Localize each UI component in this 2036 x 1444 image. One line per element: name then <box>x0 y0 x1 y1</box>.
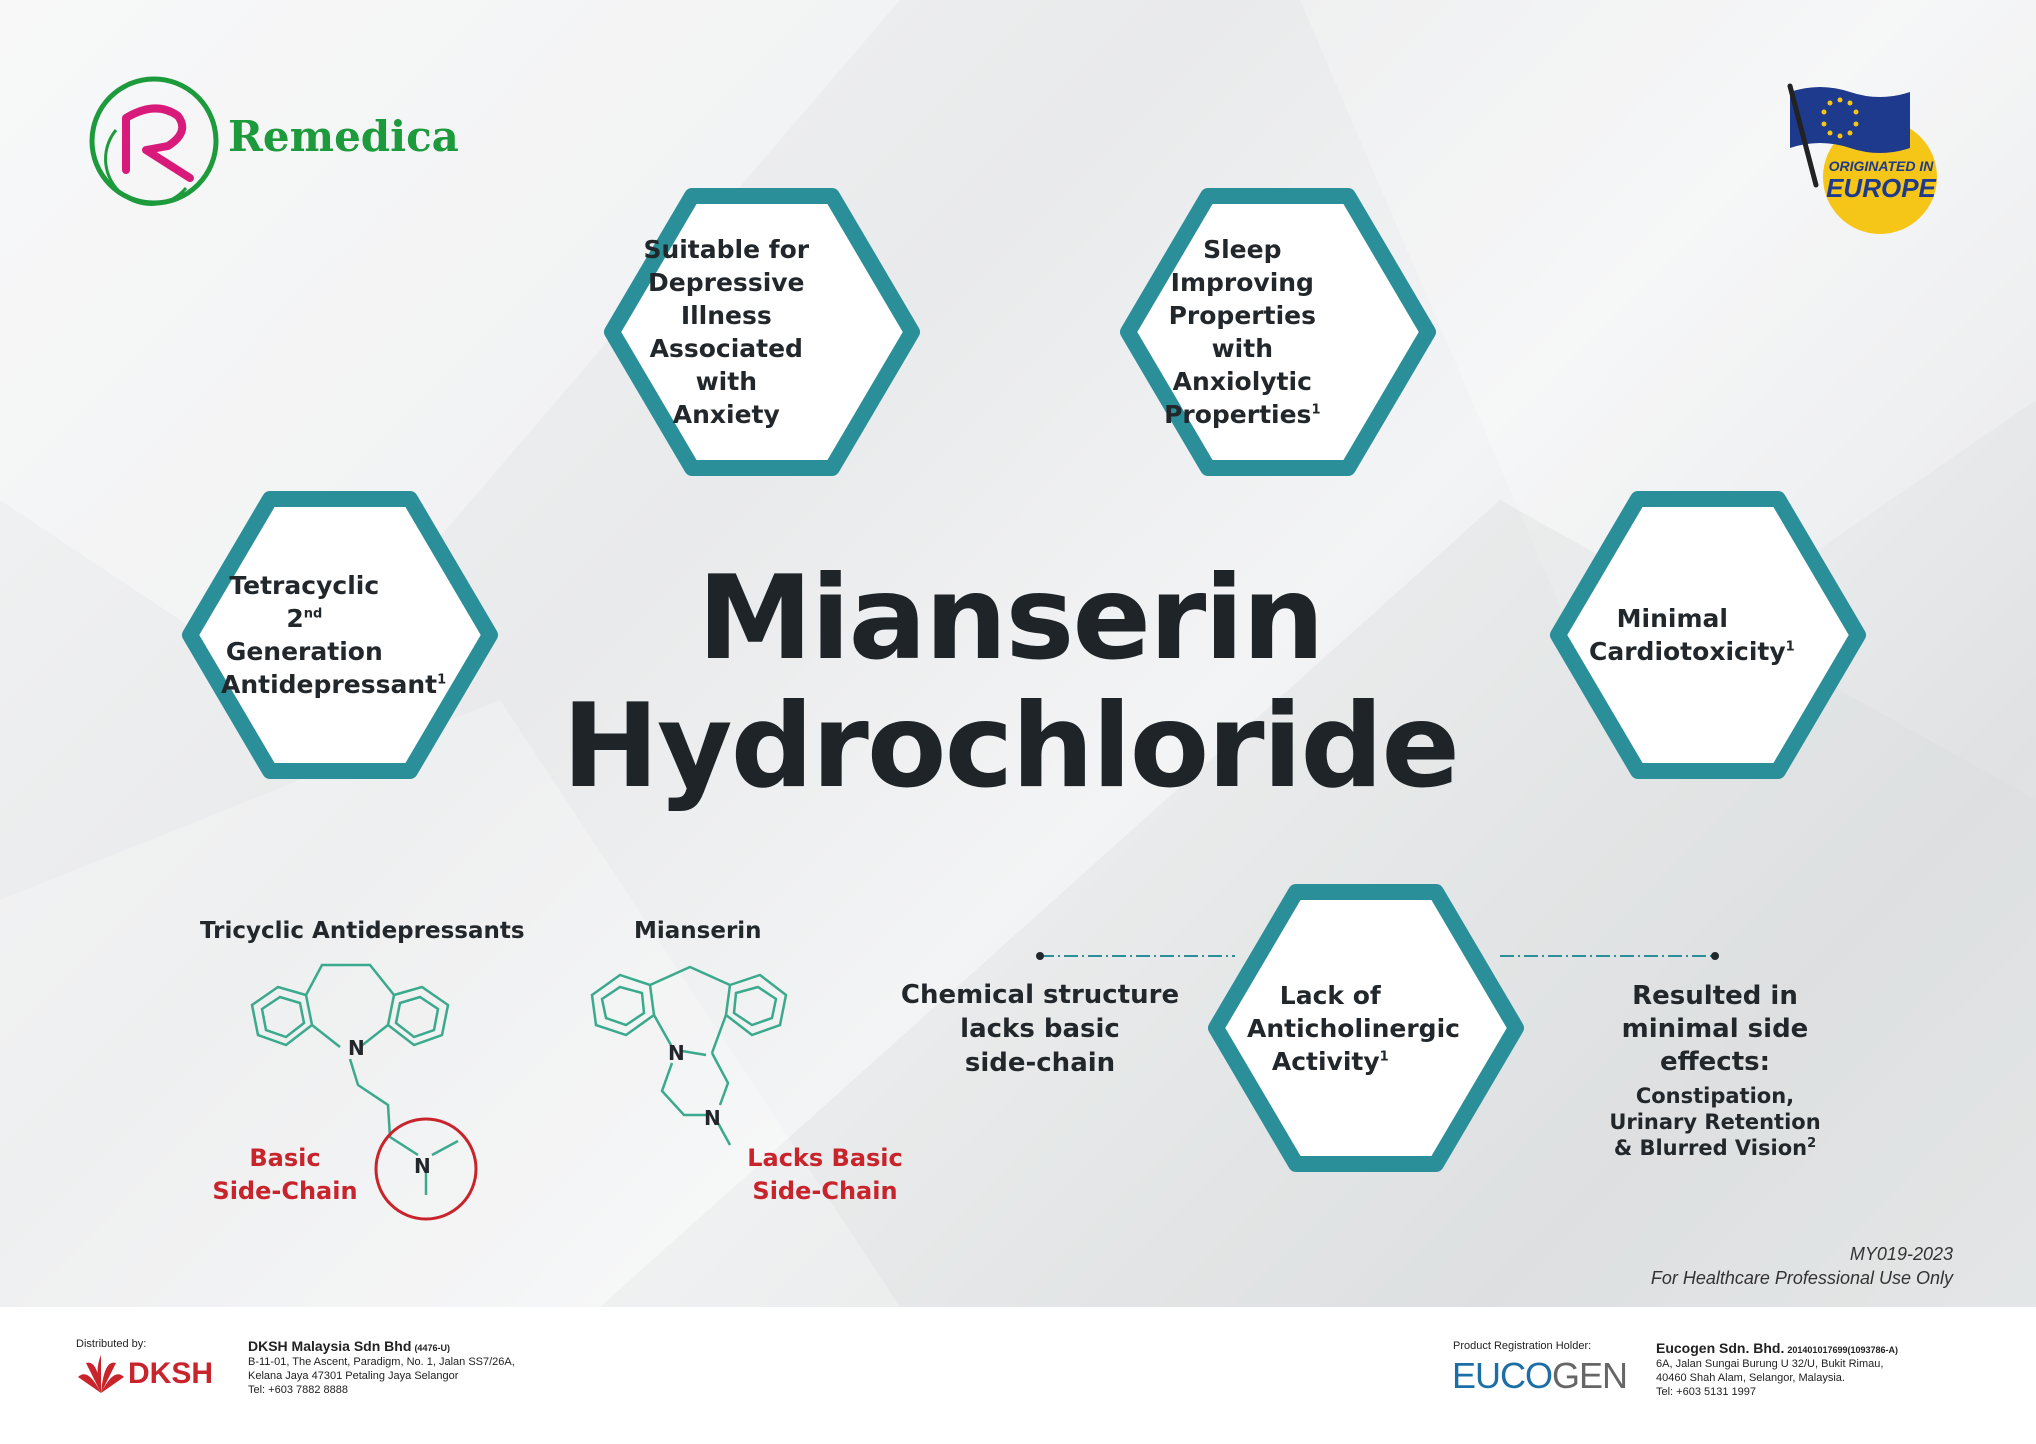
badge-line2: EUROPE <box>1826 173 1936 203</box>
basic-side-chain-line1: Basic <box>249 1144 321 1172</box>
side-effects-line1: Resulted in <box>1632 981 1798 1011</box>
badge-line1: ORIGINATED IN <box>1828 158 1934 174</box>
mianserin-structure-title: Mianserin <box>634 918 762 944</box>
eucogen-logo-gen: GEN <box>1552 1355 1628 1396</box>
lacks-basic-side-chain-line2: Side-Chain <box>752 1177 898 1205</box>
product-title <box>560 551 1460 814</box>
side-effects-note <box>1560 980 1870 1161</box>
hex-anticholinergic-ref: 1 <box>1379 1049 1389 1065</box>
mianserin-nitrogen-2: N <box>704 1106 721 1130</box>
dksh-tel: Tel: +603 7882 8888 <box>248 1384 349 1396</box>
eucogen-logo-euco: EUCO <box>1452 1355 1553 1396</box>
origin-badge <box>1780 80 1940 240</box>
dksh-address-1: B-11-01, The Ascent, Paradigm, No. 1, Jalan SS7/26A, <box>248 1356 515 1368</box>
hex-tetracyclic-generation: Generation <box>225 637 383 666</box>
hex-sleep-improving <box>1108 182 1448 482</box>
tricyclic-nitrogen-1: N <box>348 1036 365 1060</box>
chemical-note-line1: Chemical structure <box>900 980 1180 1010</box>
side-effects-sub1: Constipation, <box>1635 1084 1795 1108</box>
hex-anticholinergic-line2: Anticholinergic <box>1247 1013 1460 1043</box>
side-effects-line3: effects: <box>1659 1047 1771 1077</box>
product-title-line1: Mianserin <box>697 551 1323 686</box>
hex-cardio-ref: 1 <box>1785 639 1795 655</box>
side-effects-sub3: & Blurred Vision <box>1613 1136 1808 1160</box>
hex-tetracyclic-line3: Antidepressant <box>221 670 438 699</box>
hex-depressive-line2: Depressive Illness <box>648 268 805 330</box>
dksh-logo-icon <box>76 1353 126 1395</box>
reference-code: MY019-2023 <box>1849 1244 1953 1264</box>
chemical-structure-note <box>880 978 1200 1080</box>
eucogen-tel: Tel: +603 5131 1997 <box>1656 1386 1757 1398</box>
hex-cardiotoxicity <box>1538 485 1878 785</box>
mianserin-nitrogen-1: N <box>668 1041 685 1065</box>
mianserin-molecule-diagram <box>580 955 820 1165</box>
eucogen-name: Eucogen Sdn. Bhd. <box>1656 1340 1785 1356</box>
hex-cardio-line1: Minimal <box>1616 604 1728 633</box>
hex-anticholinergic-line3: Activity <box>1271 1046 1380 1076</box>
hex-cardio-line2: Cardiotoxicity <box>1589 637 1786 666</box>
distributed-by-label: Distributed by: <box>76 1338 147 1350</box>
chemical-note-line3: side-chain <box>964 1048 1116 1078</box>
footer <box>0 1307 2036 1444</box>
hex-sleep-ref: 1 <box>1311 402 1321 418</box>
dksh-name: DKSH Malaysia Sdn Bhd <box>248 1338 412 1354</box>
tricyclic-title: Tricyclic Antidepressants <box>200 918 525 944</box>
eucogen-logo <box>1452 1355 1627 1397</box>
dksh-address-2: Kelana Jaya 47301 Petaling Jaya Selangor <box>248 1370 459 1382</box>
reference-usage: For Healthcare Professional Use Only <box>1650 1268 1953 1288</box>
eucogen-address-2: 40460 Shah Alam, Selangor, Malaysia. <box>1656 1372 1845 1384</box>
brand-name: Remedica <box>228 112 459 161</box>
tricyclic-nitrogen-2: N <box>414 1154 431 1178</box>
hex-depressive-line4: Anxiety <box>672 400 780 429</box>
hex-sleep-line2: Properties <box>1168 301 1316 330</box>
dksh-logo-text: DKSH <box>128 1357 214 1390</box>
hex-anticholinergic <box>1196 878 1536 1178</box>
side-effects-ref: 2 <box>1807 1136 1817 1151</box>
hex-depressive-line1: Suitable for <box>643 235 810 264</box>
lacks-basic-side-chain-label <box>740 1142 910 1208</box>
hex-tetracyclic-line1: Tetracyclic <box>229 571 380 600</box>
hex-tetracyclic-ordinal: nd <box>303 606 323 622</box>
side-effects-sub2: Urinary Retention <box>1609 1110 1821 1134</box>
registration-holder-label: Product Registration Holder: <box>1453 1340 1592 1352</box>
basic-side-chain-label <box>200 1142 370 1208</box>
hex-depressive-line3: Associated with <box>649 334 803 396</box>
hex-tetracyclic-num: 2 <box>286 604 304 633</box>
chemical-note-line2: lacks basic <box>960 1014 1120 1044</box>
eucogen-address-1: 6A, Jalan Sungai Burung U 32/U, Bukit Rimau, <box>1656 1358 1884 1370</box>
hex-tetracyclic <box>170 485 510 785</box>
hex-sleep-line3: with Anxiolytic <box>1172 334 1312 396</box>
remedica-logo-icon <box>86 70 222 212</box>
side-effects-line2: minimal side <box>1621 1014 1809 1044</box>
hex-depressive-illness <box>592 182 932 482</box>
hex-sleep-line1: Sleep Improving <box>1170 235 1314 297</box>
hex-sleep-line4: Properties <box>1164 400 1312 429</box>
lacks-basic-side-chain-line1: Lacks Basic <box>747 1144 903 1172</box>
reference-block <box>1500 1242 1953 1290</box>
eucogen-reg: 201401017699(1093786-A) <box>1787 1345 1898 1355</box>
hex-tetracyclic-ref: 1 <box>437 672 447 688</box>
product-title-line2: Hydrochloride <box>561 679 1459 814</box>
hex-anticholinergic-line1: Lack of <box>1279 980 1381 1010</box>
dksh-reg: (4476-U) <box>414 1343 450 1353</box>
connector-lines <box>1030 948 1730 968</box>
basic-side-chain-line2: Side-Chain <box>212 1177 358 1205</box>
